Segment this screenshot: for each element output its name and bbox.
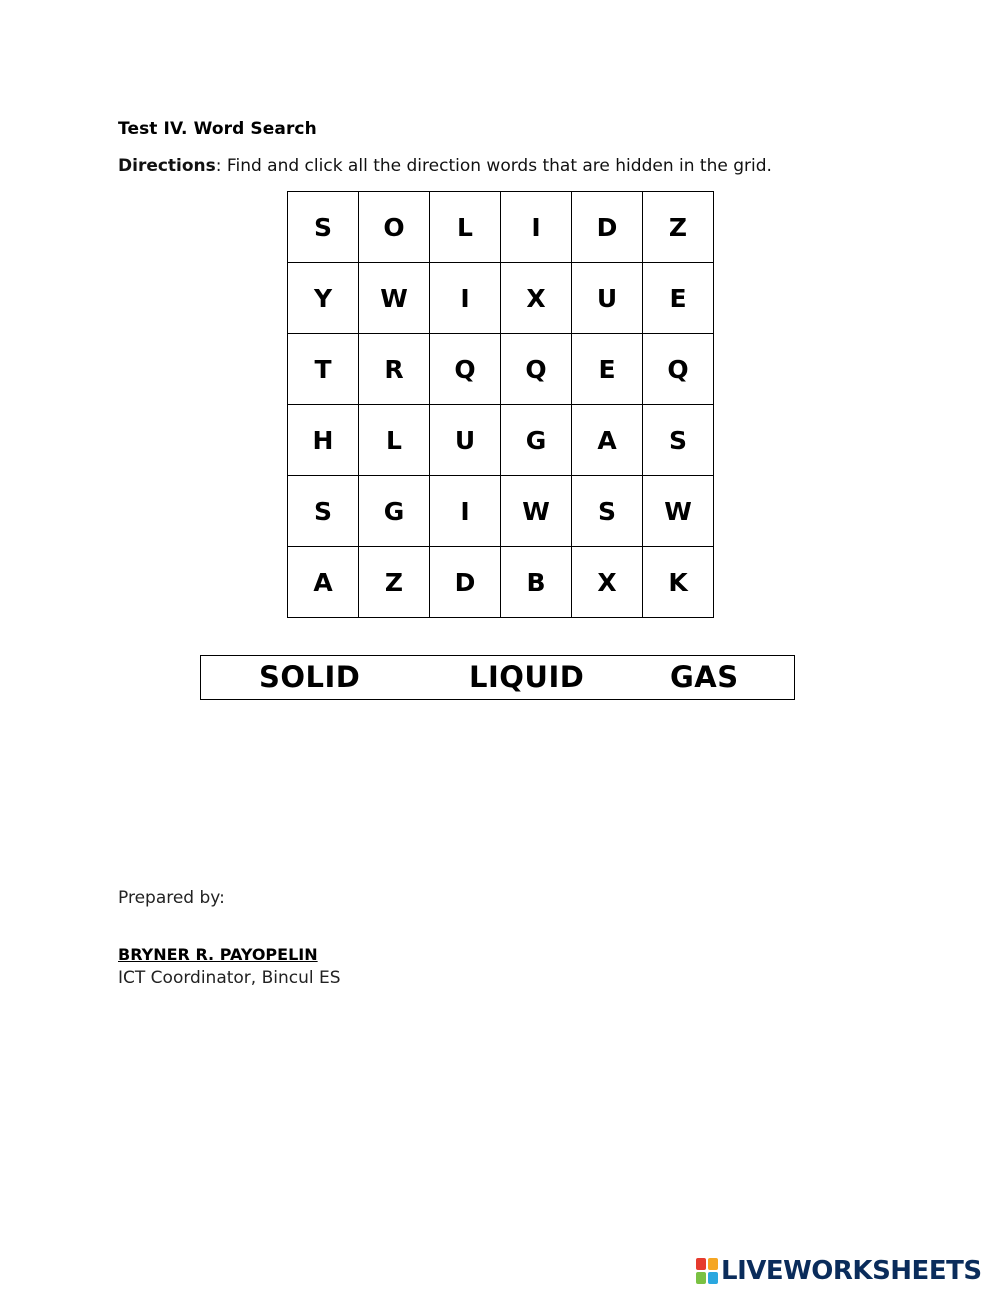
- logo-text: LIVEWORKSHEETS: [721, 1256, 982, 1286]
- directions-text: : Find and click all the direction words that are hidden in the grid.: [215, 156, 772, 176]
- grid-cell[interactable]: A: [572, 405, 643, 476]
- liveworksheets-logo-icon: [696, 1258, 718, 1284]
- grid-row: [288, 476, 714, 547]
- word-liquid: LIQUID: [469, 660, 585, 694]
- grid-cell[interactable]: X: [501, 263, 572, 334]
- grid-row: [288, 547, 714, 618]
- grid-cell[interactable]: E: [643, 263, 714, 334]
- word-solid: SOLID: [259, 660, 361, 694]
- grid-cell[interactable]: A: [288, 547, 359, 618]
- grid-cell[interactable]: W: [643, 476, 714, 547]
- word-gas: GAS: [670, 660, 739, 694]
- grid-cell[interactable]: L: [359, 405, 430, 476]
- grid-cell[interactable]: E: [572, 334, 643, 405]
- grid-cell[interactable]: H: [288, 405, 359, 476]
- grid-cell[interactable]: W: [359, 263, 430, 334]
- word-search-grid: [287, 191, 714, 618]
- grid-cell[interactable]: O: [359, 192, 430, 263]
- grid-cell[interactable]: I: [430, 476, 501, 547]
- grid-cell[interactable]: S: [288, 192, 359, 263]
- grid-cell[interactable]: U: [430, 405, 501, 476]
- grid-cell[interactable]: Q: [430, 334, 501, 405]
- grid-row: [288, 405, 714, 476]
- grid-cell[interactable]: D: [572, 192, 643, 263]
- word-bank: [200, 655, 795, 700]
- grid-cell[interactable]: S: [572, 476, 643, 547]
- grid-cell[interactable]: G: [501, 405, 572, 476]
- grid-cell[interactable]: L: [430, 192, 501, 263]
- directions: [118, 156, 772, 176]
- directions-label: Directions: [118, 156, 216, 176]
- grid-cell[interactable]: U: [572, 263, 643, 334]
- author-name: BRYNER R. PAYOPELIN: [118, 945, 318, 964]
- grid-cell[interactable]: Z: [359, 547, 430, 618]
- grid-row: [288, 192, 714, 263]
- grid-cell[interactable]: R: [359, 334, 430, 405]
- grid-cell[interactable]: X: [572, 547, 643, 618]
- grid-cell[interactable]: Q: [643, 334, 714, 405]
- author-role: ICT Coordinator, Bincul ES: [118, 968, 341, 988]
- grid-cell[interactable]: I: [430, 263, 501, 334]
- grid-cell[interactable]: Y: [288, 263, 359, 334]
- grid-cell[interactable]: S: [643, 405, 714, 476]
- grid-cell[interactable]: T: [288, 334, 359, 405]
- grid-cell[interactable]: S: [288, 476, 359, 547]
- grid-cell[interactable]: Z: [643, 192, 714, 263]
- grid-cell[interactable]: I: [501, 192, 572, 263]
- grid-cell[interactable]: G: [359, 476, 430, 547]
- grid-cell[interactable]: D: [430, 547, 501, 618]
- grid-cell[interactable]: Q: [501, 334, 572, 405]
- test-title: Test IV. Word Search: [118, 119, 317, 139]
- grid-row: [288, 334, 714, 405]
- liveworksheets-logo: [696, 1253, 982, 1289]
- grid-cell[interactable]: B: [501, 547, 572, 618]
- grid-row: [288, 263, 714, 334]
- prepared-by-label: Prepared by:: [118, 888, 225, 908]
- grid-cell[interactable]: K: [643, 547, 714, 618]
- grid-cell[interactable]: W: [501, 476, 572, 547]
